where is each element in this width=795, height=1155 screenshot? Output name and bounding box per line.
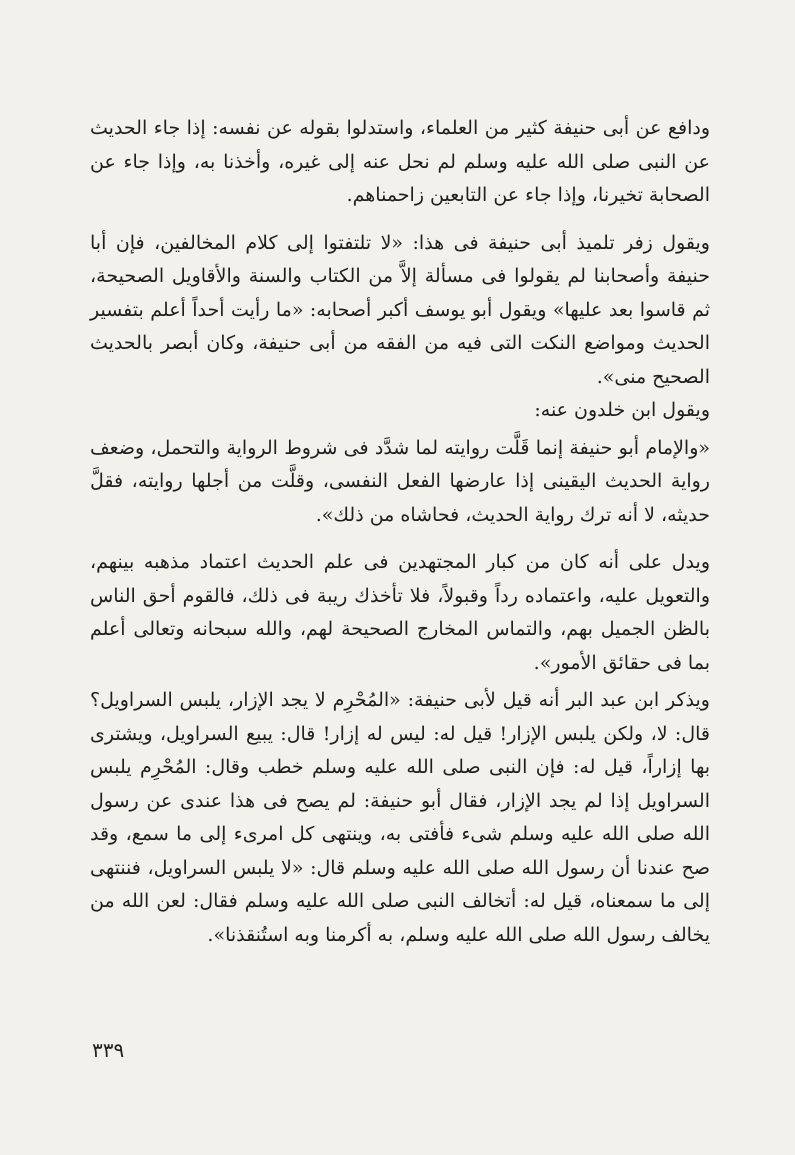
paragraph-ibn-khaldun-intro: ويقول ابن خلدون عنه:	[534, 399, 710, 421]
paragraph-hadith-scholars: ويدل على أنه كان من كبار المجتهدين فى علم الحديث اعتماد مذهبه بينهم، والتعويل عليه، واعتماده رداً وقبولاً، فلا تأخذك ريبة فى ذلك، فالقوم أحق الناس بالظن الجميل بهم، والتماس المخارج الصحيحة لهم، والله سبحانه وتعالى أعلم بما فى حقائق الأمور».	[90, 551, 710, 674]
paragraph-ibn-khaldun-quote: «والإمام أبو حنيفة إنما قَلَّت روايته لما شدَّد فى شروط الرواية والتحمل، وضعف رواية الحديث اليقينى إذا عارضها الفعل النفسى، وقلَّت من أجلها روايته، فقلَّ حديثه، لا أنه ترك رواية الحديث، فحاشاه من ذلك».	[90, 436, 710, 526]
paragraph-abu-hanifa-defense: ودافع عن أبى حنيفة كثير من العلماء، واستدلوا بقوله عن نفسه: إذا جاء الحديث عن النبى صلى الله عليه وسلم لم نحل عنه إلى غيره، وأخذنا به، وإذا جاء عن الصحابة تخيرنا، وإذا جاء عن التابعين زاحمناهم.	[90, 117, 710, 206]
page-number: ٣٣٩	[92, 1038, 125, 1062]
paragraph-ibn-abd-al-barr: ويذكر ابن عبد البر أنه قيل لأبى حنيفة: «المُحْرِم لا يجد الإزار، يلبس السراويل؟ قال: لا، ولكن يلبس الإزار! قيل له: ليس له إزار! قال: يبيع السراويل، ويشترى بها إزاراً، قيل له: فإن النبى صلى الله عليه وسلم خطب وقال: المُحْرِم يلبس السراويل إذا لم يجد الإزار، فقال أبو حنيفة: لم يصح فى هذا عندى عن رسول الله صلى الله عليه وسلم شىء فأفتى به، وينتهى كل امرىء إلى ما سمع، وقد صح عندنا أن رسول الله صلى الله عليه وسلم قال: «لا يلبس السراويل، فننتهى إلى ما سمعناه، قيل له: أتخالف النبى صلى الله عليه وسلم فقال: لعن الله من يخالف رسول الله صلى الله عليه وسلم، به أكرمنا وبه استُنقذنا».	[90, 689, 710, 946]
page-body	[90, 112, 710, 1112]
paragraph-zufar-quote: ويقول زفر تلميذ أبى حنيفة فى هذا: «لا تلتفتوا إلى كلام المخالفين، فإن أبا حنيفة وأصحابنا لم يقولوا فى مسألة إلاَّ من الكتاب والسنة والأقاويل الصحيحة، ثم قاسوا بعد عليها» ويقول أبو يوسف أكبر أصحابه: «ما رأيت أحداً أعلم بتفسير الحديث ومواضع النكت التى فيه من الفقه من أبى حنيفة، وكان أبصر بالحديث الصحيح منى».	[90, 231, 710, 388]
